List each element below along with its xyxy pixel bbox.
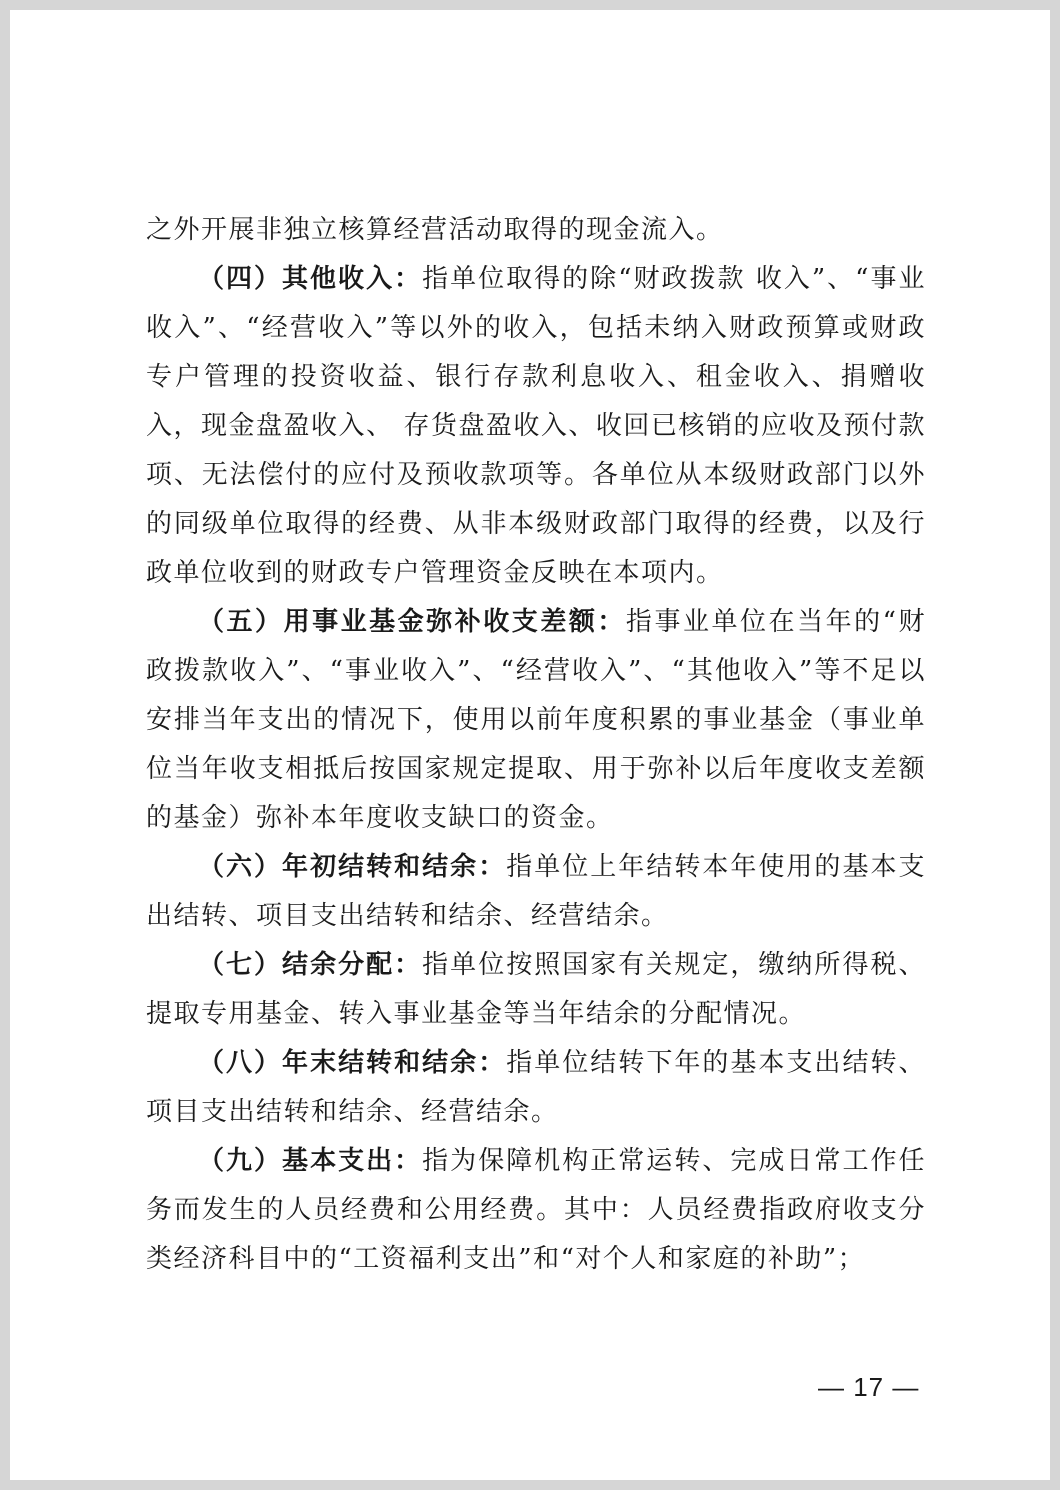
paragraph-text: 指单位取得的除“财政拨款 收入”、“事业收入”、“经营收入”等以外的收入，包括未纳入财政预算或财政专户管理的投资收益、银行存款利息收入、租金收入、捐赠收入，现金盘盈收入、 存货盘盈收入、收回已核销的应收及预付款项、无法偿付的应付及预收款项等。各单位从本级财政部门以外的同级单位取得的经费、从非本级财政部门取得的经费，以及行政单位收到的财政专户管理资金反映在本项内。 xyxy=(146,264,926,588)
section-heading: （八）年末结转和结余： xyxy=(198,1048,507,1078)
paragraph-opening-balance xyxy=(146,843,926,941)
paragraph-text: 指单位结转下年的基本支出结转、项目支出结转和结余、经营结余。 xyxy=(146,1048,926,1127)
page-number: — 17 — xyxy=(818,1372,920,1402)
paragraph-text: 之外开展非独立核算经营活动取得的现金流入。 xyxy=(146,215,724,245)
section-heading: （四）其他收入： xyxy=(198,264,423,294)
paragraph-other-income xyxy=(146,255,926,598)
section-heading: （七）结余分配： xyxy=(198,950,423,980)
section-heading: （五）用事业基金弥补收支差额： xyxy=(198,607,626,637)
paragraph-continuation xyxy=(146,206,926,255)
paragraph-text: 指单位上年结转本年使用的基本支出结转、项目支出结转和结余、经营结余。 xyxy=(146,852,926,931)
paragraph-closing-balance xyxy=(146,1039,926,1137)
paragraph-text: 指为保障机构正常运转、完成日常工作任务而发生的人员经费和公用经费。其中：人员经费指政府收支分类经济科目中的“工资福利支出”和“对个人和家庭的补助”； xyxy=(146,1146,926,1274)
document-body xyxy=(146,206,926,1284)
paragraph-basic-expenditure xyxy=(146,1137,926,1284)
paragraph-business-fund xyxy=(146,598,926,843)
document-page xyxy=(10,10,1050,1480)
paragraph-surplus-distribution xyxy=(146,941,926,1039)
paragraph-text: 指事业单位在当年的“财政拨款收入”、“事业收入”、“经营收入”、“其他收入”等不足以安排当年支出的情况下，使用以前年度积累的事业基金（事业单位当年收支相抵后按国家规定提取、用于弥补以后年度收支差额的基金）弥补本年度收支缺口的资金。 xyxy=(146,607,926,833)
paragraph-text: 指单位按照国家有关规定，缴纳所得税、提取专用基金、转入事业基金等当年结余的分配情况。 xyxy=(146,950,926,1029)
section-heading: （九）基本支出： xyxy=(198,1146,423,1176)
section-heading: （六）年初结转和结余： xyxy=(198,852,507,882)
